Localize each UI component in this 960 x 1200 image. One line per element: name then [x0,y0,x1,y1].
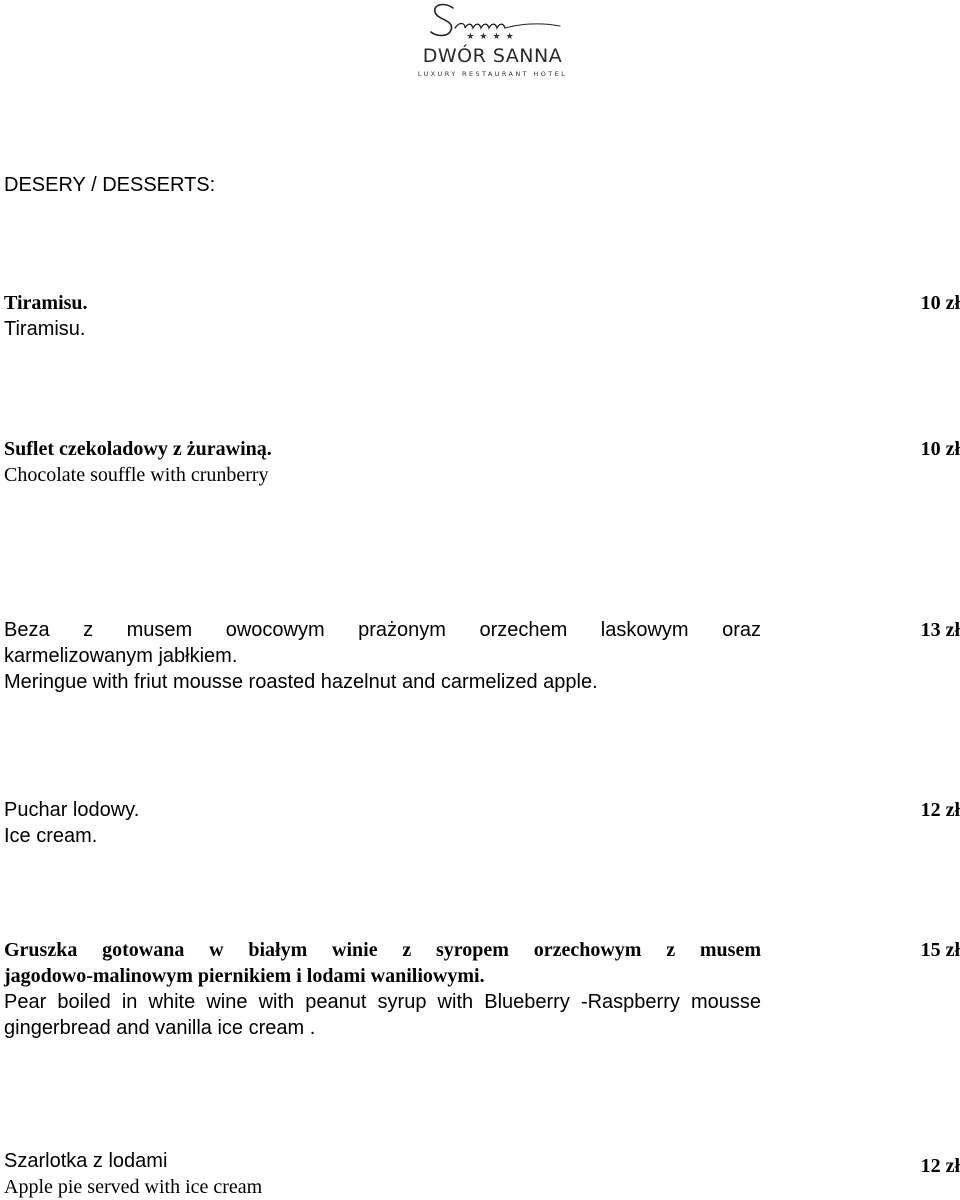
item-english-name: Ice cream. [4,825,98,847]
item-english-line: gingerbread and vanilla ice cream . [4,1017,316,1039]
item-price: 10 zł [920,438,960,460]
item-price: 15 zł [920,939,960,961]
menu-item-suflet [4,436,960,488]
item-name [4,617,761,669]
item-description [4,617,761,695]
item-name: Szarlotka z lodami [4,1150,168,1172]
item-description [4,290,761,342]
item-english-name: Tiramisu. [4,318,86,340]
item-name-line: Beza z musem owocowym prażonym orzechem laskowym oraz [4,619,761,641]
hotel-logo [405,0,580,85]
item-name: Suflet czekoladowy z żurawiną. [4,438,272,460]
hotel-brand-name: DWÓR SANNA [422,45,563,67]
menu-item-gruszka [4,937,960,1041]
menu-item-tiramisu [4,290,960,342]
hotel-stars: ★★★★ [466,32,519,42]
menu-item-beza [4,617,960,695]
item-description [4,937,761,1041]
item-name-line: jagodowo-malinowym piernikiem i lodami waniliowymi. [4,965,485,987]
item-description [4,1148,761,1200]
item-name [4,937,761,989]
item-description [4,797,761,849]
menu-item-szarlotka [4,1148,960,1200]
item-price: 10 zł [920,292,960,314]
item-name-line: Gruszka gotowana w białym winie z syropem orzechowym z musem [4,939,761,961]
item-english-name [4,989,761,1041]
item-price: 13 zł [920,619,960,641]
item-english-line: Pear boiled in white wine with peanut syrup with Blueberry -Raspberry mousse [4,991,761,1013]
item-english-name: Chocolate souffle with crunberry [4,464,269,486]
item-english-name: Apple pie served with ice cream [4,1176,263,1198]
item-english-name: Meringue with friut mousse roasted hazelnut and carmelized apple. [4,671,598,693]
item-price: 12 zł [920,799,960,821]
item-price: 12 zł [920,1155,960,1177]
item-name: Puchar lodowy. [4,799,140,821]
menu-item-puchar [4,797,960,849]
item-name-line: karmelizowanym jabłkiem. [4,645,238,667]
item-name: Tiramisu. [4,292,88,314]
hotel-tagline: LUXURY RESTAURANT HOTEL [417,70,568,78]
item-description [4,436,761,488]
section-title: DESERY / DESSERTS: [4,174,216,196]
